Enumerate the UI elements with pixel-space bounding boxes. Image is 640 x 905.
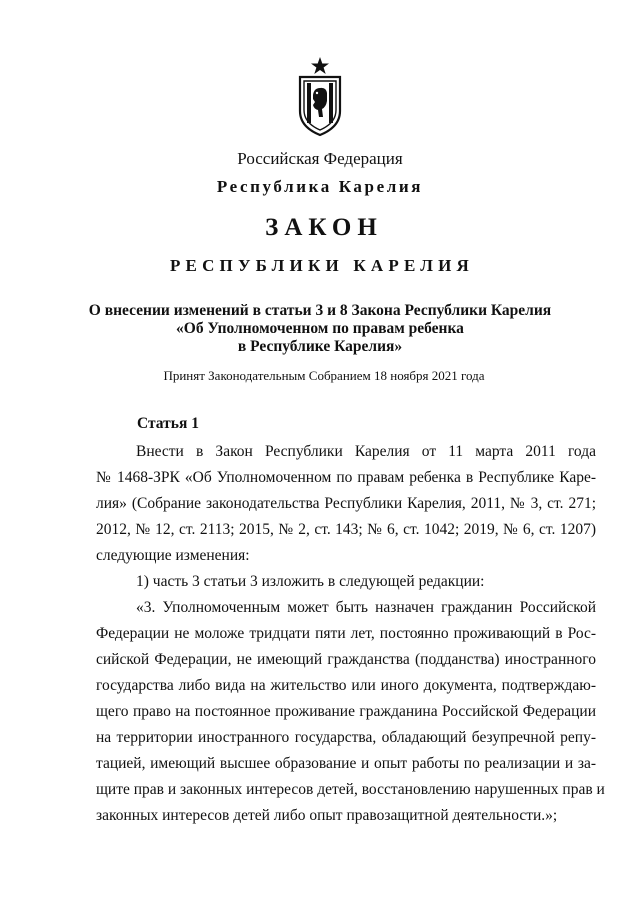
paragraph-line: щите прав и законных интересов детей, восстановлению нарушенных прав и (96, 781, 605, 798)
paragraph-line: тацией, имеющий высшее образование и опыт работы по реализации и за- (96, 755, 596, 772)
paragraph-line: государства либо вида на жительство или иного документа, подтверждаю- (96, 677, 596, 694)
document-title (0, 302, 640, 356)
paragraph-line: Внести в Закон Республики Карелия от 11 марта 2011 года (136, 443, 596, 460)
paragraph-line: «3. Уполномоченным может быть назначен гражданин Российской (136, 599, 596, 616)
paragraph-line: 1) часть 3 статьи 3 изложить в следующей редакции: (136, 573, 485, 590)
paragraph-line: законных интересов детей либо опыт правозащитной деятельности.»; (96, 807, 558, 824)
coat-of-arms-icon (296, 55, 344, 137)
document-title-line: в Республике Карелия» (237, 338, 403, 355)
paragraph-line: лия» (Собрание законодательства Республики Карелия, 2011, № 3, ст. 271; (96, 495, 596, 512)
paragraph-line: 2012, № 12, ст. 2113; 2015, № 2, ст. 143; № 6, ст. 1042; 2019, № 6, ст. 1207) (96, 521, 596, 538)
paragraph-line: № 1468-ЗРК «Об Уполномоченном по правам ребенка в Республике Каре- (96, 469, 596, 486)
article-paragraph (96, 569, 596, 595)
republic-heading: Республика Карелия (216, 177, 424, 196)
document-title-line: О внесении изменений в статьи 3 и 8 Закона Республики Карелия (88, 302, 552, 319)
paragraph-line: на территории иностранного государства, обладающий безупречной репу- (96, 729, 596, 746)
article-heading: Статья 1 (137, 415, 199, 432)
article-paragraph (96, 595, 605, 829)
paragraph-line: Федерации не моложе тридцати пяти лет, постоянно проживающий в Рос- (96, 625, 596, 642)
paragraph-line: следующие изменения: (96, 547, 250, 564)
law-subtitle: РЕСПУБЛИКИ КАРЕЛИЯ (169, 256, 475, 275)
adoption-note: Принят Законодательным Собранием 18 ноября 2021 года (163, 368, 485, 383)
paragraph-line: щего право на постоянное проживание гражданина Российской Федерации (96, 703, 596, 720)
article-paragraph (96, 439, 596, 569)
law-title: ЗАКОН (265, 214, 383, 241)
paragraph-line: сийской Федерации, не имеющий гражданства (подданства) иностранного (96, 651, 596, 668)
document-title-line: «Об Уполномоченном по правам ребенка (176, 320, 464, 337)
federation-heading: Российская Федерация (237, 149, 403, 168)
